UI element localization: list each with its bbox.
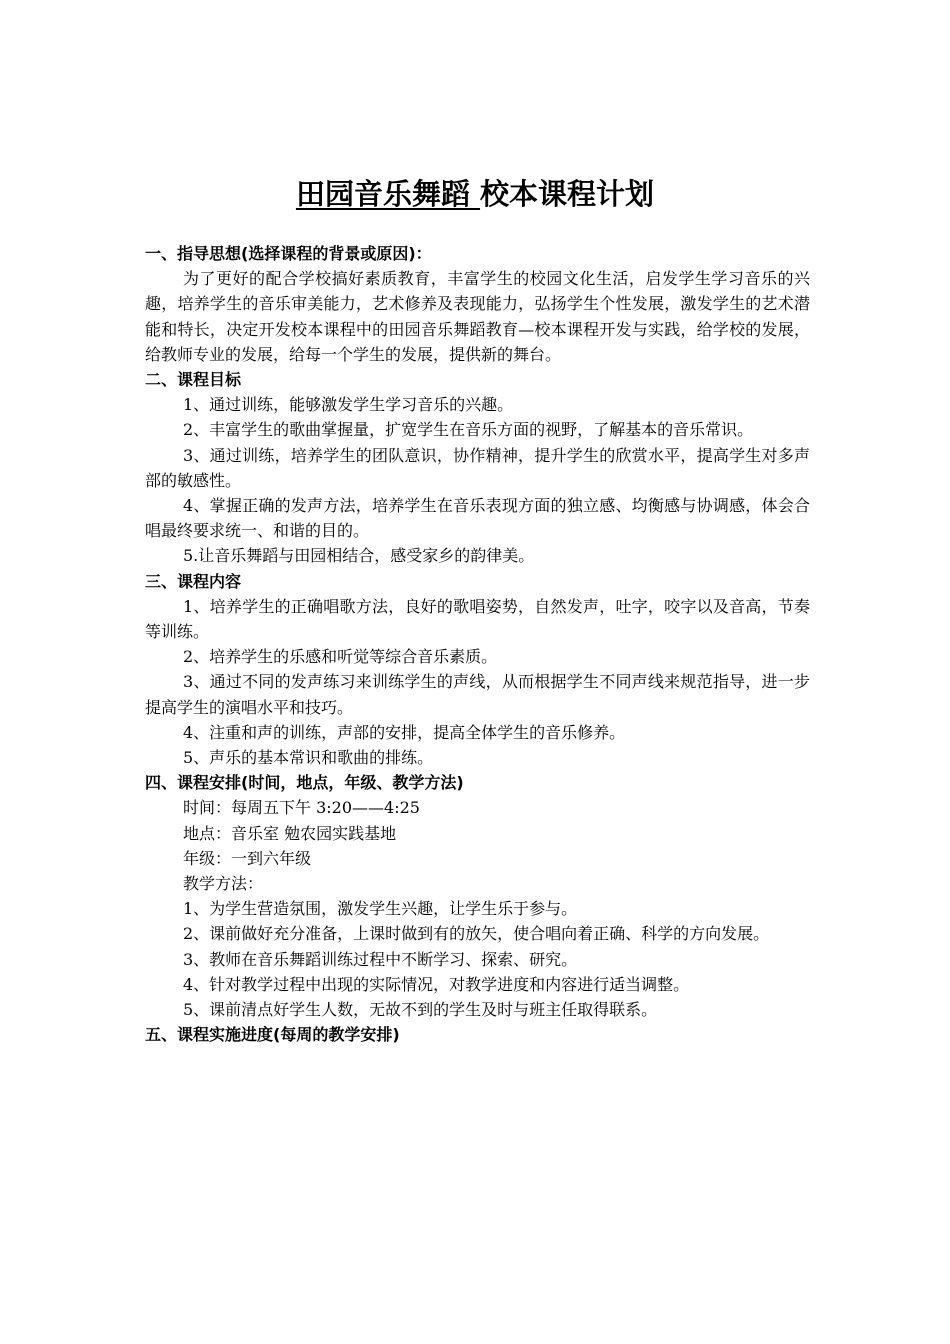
document-title	[0, 172, 950, 216]
method-item-1: 1、为学生营造氛围，激发学生兴趣，让学生乐于参与。	[183, 899, 578, 919]
title-underlined-part: 田园音乐舞蹈	[295, 177, 481, 211]
schedule-time: 时间：每周五下午 3:20——4:25	[183, 798, 420, 818]
goal-item-3: 3、通过训练，培养学生的团队意识，协作精神，提升学生的欣赏水平，提高学生对多声部的敏感性。	[145, 445, 810, 490]
section-heading-2: 二、课程目标	[145, 370, 242, 390]
guiding-thought-paragraph: 为了更好的配合学校搞好素质教育，丰富学生的校园文化生活，启发学生学习音乐的兴趣，培养学生的音乐审美能力，艺术修养及表现能力，弘扬学生个性发展，激发学生的艺术潜能和特长，决定开发校本课程中的田园音乐舞蹈教育—校本课程开发与实践，给学校的发展，给教师专业的发展，给每一个学生的发展，提供新的舞台。	[145, 269, 810, 364]
schedule-place: 地点：音乐室 勉农园实践基地	[183, 823, 397, 843]
goal-item-4: 4、掌握正确的发声方法，培养学生在音乐表现方面的独立感、均衡感与协调感，体会合唱最终要求统一、和谐的目的。	[145, 496, 810, 541]
section-heading-5: 五、课程实施进度(每周的教学安排)	[145, 1025, 400, 1045]
method-item-5: 5、课前清点好学生人数，无故不到的学生及时与班主任取得联系。	[183, 1000, 658, 1020]
teaching-method-label: 教学方法：	[183, 874, 264, 894]
section-heading-3: 三、课程内容	[145, 571, 242, 591]
goal-item-5: 5.让音乐舞蹈与田园相结合，感受家乡的韵律美。	[183, 546, 535, 566]
method-item-3: 3、教师在音乐舞蹈训练过程中不断学习、探索、研究。	[183, 949, 578, 969]
method-item-2: 2、课前做好充分准备，上课时做到有的放矢，使合唱向着正确、科学的方向发展。	[183, 924, 770, 944]
method-item-4: 4、针对教学过程中出现的实际情况，对教学进度和内容进行适当调整。	[183, 974, 690, 994]
goal-item-2: 2、丰富学生的歌曲掌握量，扩宽学生在音乐方面的视野，了解基本的音乐常识。	[183, 420, 754, 440]
schedule-grade: 年级：一到六年级	[183, 848, 312, 868]
content-item-5: 5、声乐的基本常识和歌曲的排练。	[183, 748, 434, 768]
goal-item-1: 1、通过训练，能够激发学生学习音乐的兴趣。	[183, 395, 514, 415]
content-item-3: 3、通过不同的发声练习来训练学生的声线，从而根据学生不同声线来规范指导，进一步提高学生的演唱水平和技巧。	[145, 672, 810, 717]
content-item-4: 4、注重和声的训练，声部的安排，提高全体学生的音乐修养。	[183, 722, 626, 742]
section-heading-4: 四、课程安排(时间，地点，年级、教学方法)	[145, 773, 464, 793]
content-item-1: 1、培养学生的正确唱歌方法，良好的歌唱姿势，自然发声，吐字，咬字以及音高，节奏等训练。	[145, 596, 810, 642]
section-heading-1: 一、指导思想(选择课程的背景或原因)：	[145, 244, 432, 263]
content-item-2: 2、培养学生的乐感和听觉等综合音乐素质。	[183, 647, 498, 667]
title-rest-part: 校本课程计划	[480, 177, 655, 211]
document-body	[145, 241, 810, 1048]
